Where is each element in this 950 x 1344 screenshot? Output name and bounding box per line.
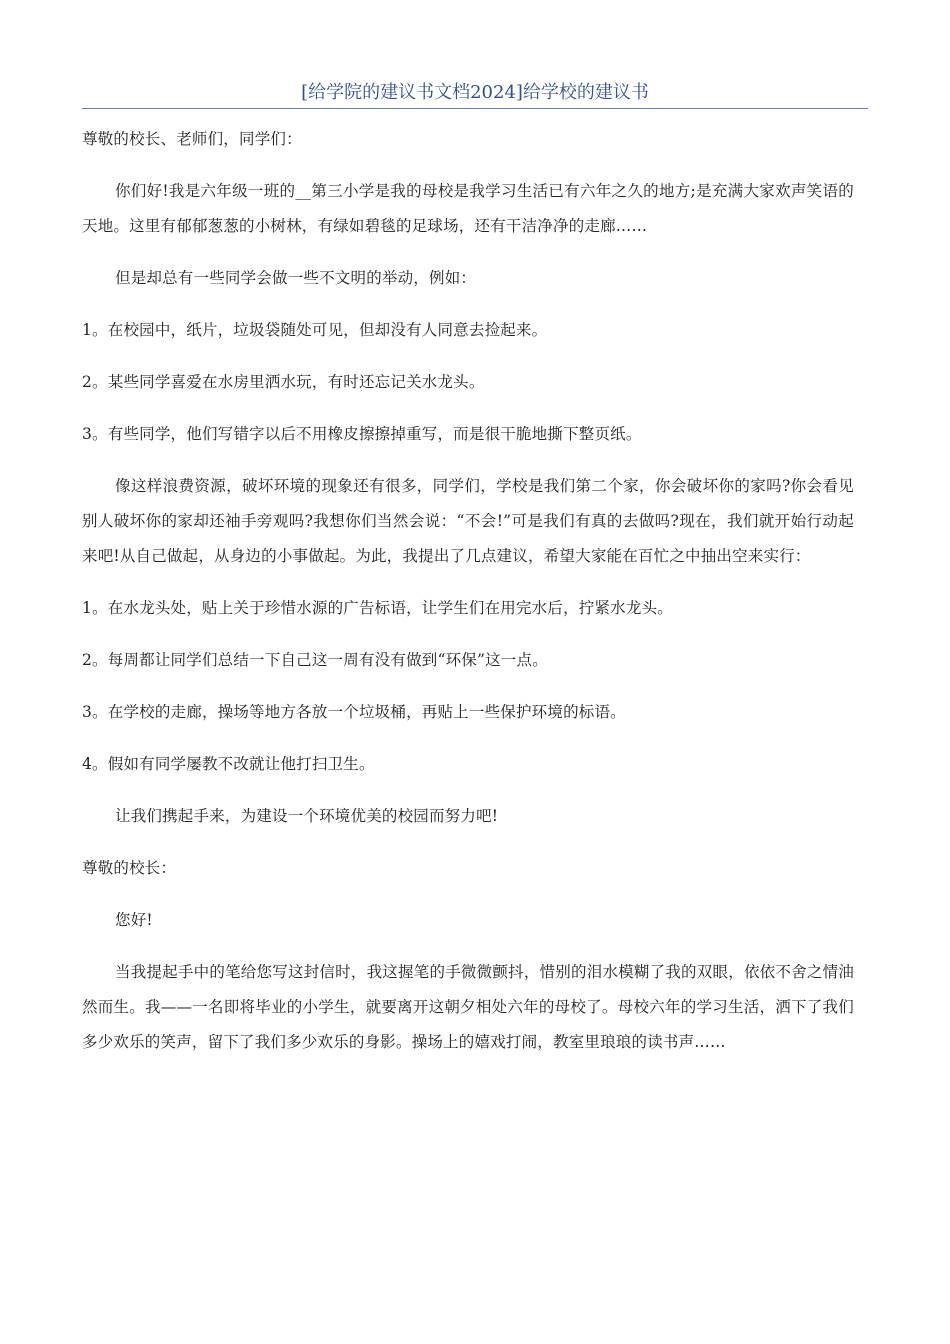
document-header-title: [给学院的建议书文档2024]给学校的建议书 — [301, 82, 649, 103]
body-paragraph: 当我提起手中的笔给您写这封信时，我这握笔的手微微颤抖，惜别的泪水模糊了我的双眼，依依不舍之情油然而生。我——一名即将毕业的小学生，就要离开这朝夕相处六年的母校了。母校六年的学习生活，洒下了我们多少欢乐的笑声，留下了我们多少欢乐的身影。操场上的嬉戏打闹，教室里琅琅的读书声…… — [82, 963, 854, 1051]
list-item: 2。每周都让同学们总结一下自己这一周有没有做到“环保”这一点。 — [82, 651, 548, 669]
list-item: 3。在学校的走廊，操场等地方各放一个垃圾桶，再贴上一些保护环境的标语。 — [82, 703, 626, 721]
list-item: 1。在校园中，纸片，垃圾袋随处可见，但却没有人同意去捡起来。 — [82, 321, 548, 339]
salutation-principal: 尊敬的校长： — [82, 859, 177, 877]
document-body — [82, 122, 854, 1077]
salutation-teachers-students: 尊敬的校长、老师们，同学们： — [82, 130, 302, 148]
greeting: 您好! — [115, 911, 153, 929]
header-divider — [82, 108, 868, 109]
body-paragraph: 像这样浪费资源，破坏环境的现象还有很多，同学们，学校是我们第二个家，你会破坏你的家吗?你会看见别人破坏你的家却还袖手旁观吗?我想你们当然会说：“不会!”可是我们有真的去做吗?现在，我们就开始行动起来吧!从自己做起，从身边的小事做起。为此，我提出了几点建议，希望大家能在百忙之中抽出空来实行： — [82, 477, 854, 565]
list-item: 4。假如有同学屡教不改就让他打扫卫生。 — [82, 755, 375, 773]
body-paragraph: 你们好!我是六年级一班的__第三小学是我的母校是我学习生活已有六年之久的地方;是充满大家欢声笑语的天地。这里有郁郁葱葱的小树林，有绿如碧毯的足球场，还有干洁净净的走廊…… — [82, 182, 854, 235]
list-item: 3。有些同学，他们写错字以后不用橡皮擦擦掉重写，而是很干脆地撕下整页纸。 — [82, 425, 642, 443]
list-item: 1。在水龙头处，贴上关于珍惜水源的广告标语，让学生们在用完水后，拧紧水龙头。 — [82, 599, 673, 617]
list-item: 2。某些同学喜爱在水房里洒水玩，有时还忘记关水龙头。 — [82, 373, 485, 391]
body-paragraph: 但是却总有一些同学会做一些不文明的举动，例如： — [115, 269, 477, 287]
body-paragraph: 让我们携起手来，为建设一个环境优美的校园而努力吧! — [115, 807, 499, 825]
